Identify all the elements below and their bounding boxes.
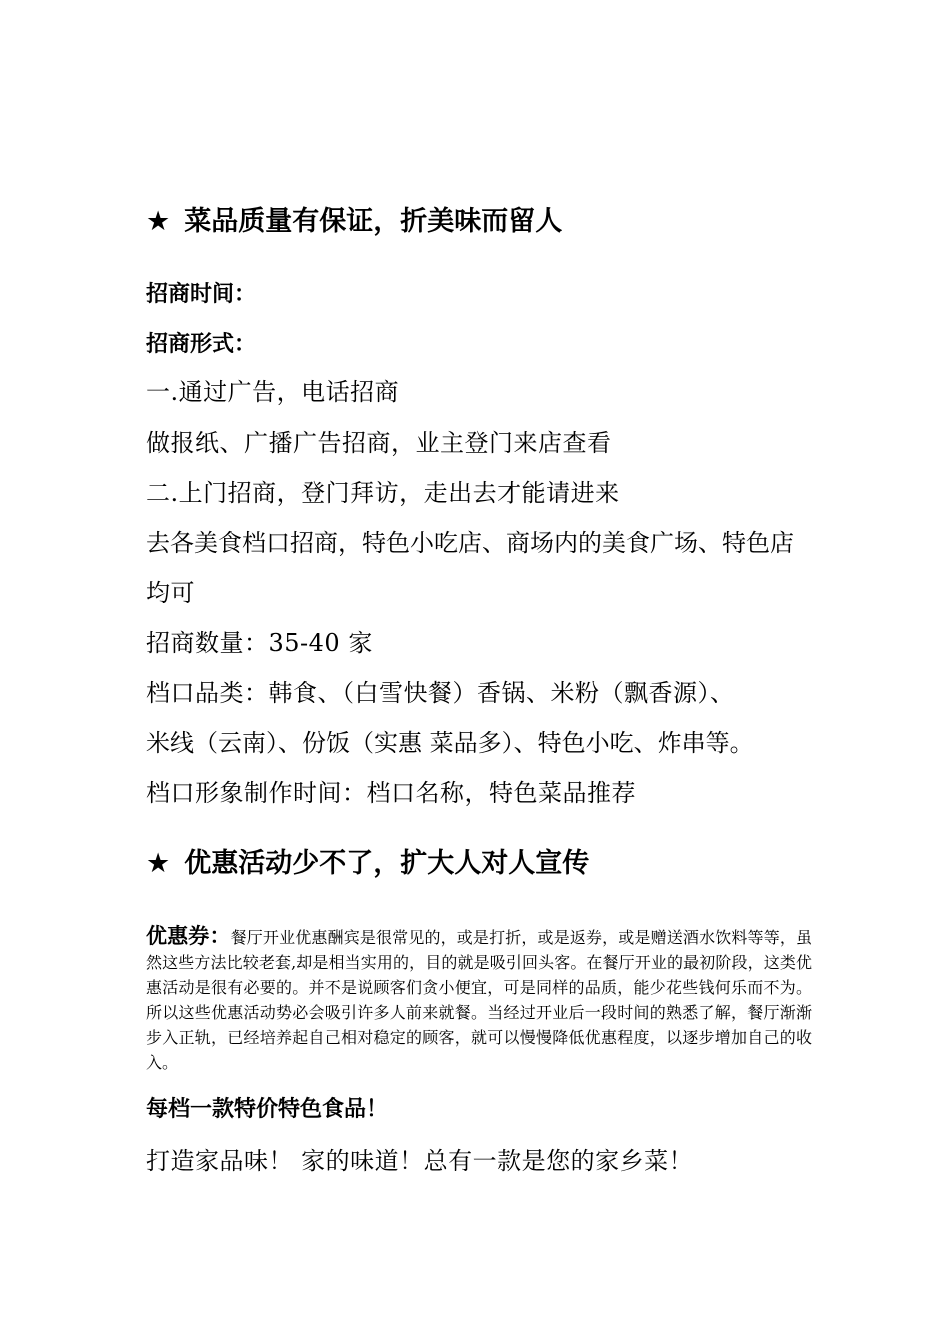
section-heading-quality-text: 菜品质量有保证，折美味而留人	[184, 206, 563, 237]
recruit-form-label: 招商形式：	[146, 332, 257, 357]
slogan-line: 打造家品味！ 家的味道！总有一款是您的家乡菜！	[146, 1147, 694, 1175]
section-heading-promotion	[146, 850, 589, 877]
text-line-newspaper: 做报纸、广播广告招商，业主登门来店查看	[146, 429, 612, 457]
coupon-label: 优惠券：	[146, 924, 231, 948]
text-line-food-stalls: 去各美食档口招商，特色小吃店、商场内的美食广场、特色店	[146, 529, 794, 557]
text-line-recruit-count: 招商数量：35-40 家	[146, 629, 373, 657]
special-food-label: 每档一款特价特色食品！	[146, 1097, 389, 1122]
text-line-all-ok: 均可	[146, 579, 195, 607]
text-line-stall-image: 档口形象制作时间：档口名称，特色菜品推荐	[146, 779, 636, 807]
recruit-time-label: 招商时间：	[146, 282, 257, 307]
text-line-stall-categories: 档口品类：韩食、（白雪快餐）香锅、米粉（飘香源）、	[146, 679, 735, 707]
star-icon: ★	[146, 848, 171, 879]
section-heading-promotion-text: 优惠活动少不了，扩大人对人宣传	[184, 848, 590, 879]
text-line-stall-categories-cont: 米线（云南）、份饭（实惠 菜品多）、特色小吃、炸串等。	[146, 729, 754, 757]
coupon-text: 餐厅开业优惠酬宾是很常见的，或是打折，或是返券，或是赠送酒水饮料等等，虽然这些方法比较老套,却是相当实用的，目的就是吸引回头客。在餐厅开业的最初阶段，这类优惠活动是很有必要的。并不是说顾客们贪小便宜，可是同样的品质，能少花些钱何乐而不为。所以这些优惠活动势必会吸引许多人前来就餐。当经过开业后一段时间的熟悉了解，餐厅渐渐步入正轨，已经培养起自己相对稳定的顾客，就可以慢慢降低优惠程度，以逐步增加自己的收入。	[146, 928, 812, 1072]
section-heading-quality	[146, 208, 562, 235]
text-line-ad-recruit: 一.通过广告，电话招商	[146, 378, 400, 406]
text-line-door-visit: 二.上门招商，登门拜访，走出去才能请进来	[146, 479, 620, 507]
coupon-paragraph	[146, 924, 812, 1075]
star-icon: ★	[146, 206, 171, 237]
